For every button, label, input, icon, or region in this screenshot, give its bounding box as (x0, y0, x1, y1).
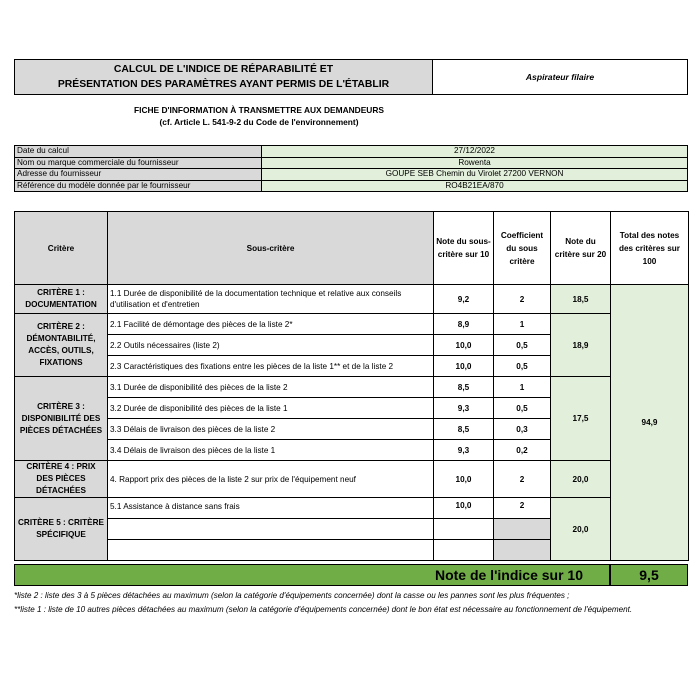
info-row (15, 146, 688, 158)
note-3-4: 9,3 (434, 440, 494, 461)
criterion-3: CRITÈRE 3 : DISPONIBILITÉ DES PIÈCES DÉTACHÉES (15, 377, 108, 461)
coef-2-1: 1 (494, 314, 551, 335)
info-label: Nom ou marque commerciale du fournisseur (15, 157, 262, 169)
note-5-1: 10,0 (434, 498, 494, 519)
table-header-row (15, 212, 689, 285)
info-row (15, 169, 688, 181)
coef-3-2: 0,5 (494, 398, 551, 419)
empty-cell (434, 540, 494, 561)
note20-c1: 18,5 (551, 285, 611, 314)
final-score-value: 9,5 (610, 564, 688, 586)
title-line-1: CALCUL DE L'INDICE DE RÉPARABILITÉ ET (113, 64, 334, 75)
repairability-table (14, 211, 689, 561)
total-100: 94,9 (611, 285, 689, 561)
info-row (15, 180, 688, 192)
note20-c5: 20,0 (551, 498, 611, 561)
col-note10: Note du sous-critère sur 10 (434, 212, 494, 285)
subcriterion-5-1: 5.1 Assistance à distance sans frais (108, 498, 434, 519)
note-2-3: 10,0 (434, 356, 494, 377)
table-row (15, 285, 689, 314)
subcriterion-3-2: 3.2 Durée de disponibilité des pièces de la liste 1 (108, 398, 434, 419)
note-4: 10,0 (434, 461, 494, 498)
coef-2-3: 0,5 (494, 356, 551, 377)
footnote-liste-1: **liste 1 : liste de 10 autres pièces détachées au maximum (selon la catégorie d'équipements concernée) dont le bon état est nécessaire au fonctionnement de l'équipement. (14, 605, 633, 614)
subcriterion-3-1: 3.1 Durée de disponibilité des pièces de la liste 2 (108, 377, 434, 398)
info-row (15, 157, 688, 169)
note-3-1: 8,5 (434, 377, 494, 398)
empty-cell (108, 519, 434, 540)
table-row (15, 377, 689, 398)
info-value: Rowenta (262, 157, 688, 169)
note20-c4: 20,0 (551, 461, 611, 498)
criterion-2: CRITÈRE 2 : DÉMONTABILITÉ, ACCÈS, OUTILS, FIXATIONS (15, 314, 108, 377)
coef-1-1: 2 (494, 285, 551, 314)
table-row (15, 498, 689, 519)
final-score-label: Note de l'indice sur 10 (14, 564, 610, 586)
empty-cell (434, 519, 494, 540)
col-critere: Critère (15, 212, 108, 285)
subcriterion-3-4: 3.4 Délais de livraison des pièces de la liste 1 (108, 440, 434, 461)
empty-cell (494, 519, 551, 540)
subcriterion-2-1: 2.1 Facilité de démontage des pièces de la liste 2* (108, 314, 434, 335)
coef-5-1: 2 (494, 498, 551, 519)
note20-c3: 17,5 (551, 377, 611, 461)
table-row (15, 461, 689, 498)
col-total: Total des notes des critères sur 100 (611, 212, 689, 285)
coef-3-4: 0,2 (494, 440, 551, 461)
product-type: Aspirateur filaire (433, 59, 688, 95)
title-line-2: PRÉSENTATION DES PARAMÈTRES AYANT PERMIS DE L'ÉTABLIR (57, 79, 390, 90)
note20-c2: 18,9 (551, 314, 611, 377)
info-label: Référence du modèle donnée par le fournisseur (15, 180, 262, 192)
coef-4: 2 (494, 461, 551, 498)
info-value: 27/12/2022 (262, 146, 688, 158)
subcriterion-2-2: 2.2 Outils nécessaires (liste 2) (108, 335, 434, 356)
col-sous-critere: Sous-critère (108, 212, 434, 285)
info-label: Date du calcul (15, 146, 262, 158)
note-2-2: 10,0 (434, 335, 494, 356)
col-note20: Note du critère sur 20 (551, 212, 611, 285)
note-2-1: 8,9 (434, 314, 494, 335)
info-value: RO4B21EA/870 (262, 180, 688, 192)
fiche-line-2: (cf. Article L. 541-9-2 du Code de l'environnement) (159, 117, 359, 127)
empty-cell (108, 540, 434, 561)
note-3-2: 9,3 (434, 398, 494, 419)
empty-cell (494, 540, 551, 561)
criterion-4: CRITÈRE 4 : PRIX DES PIÈCES DÉTACHÉES (15, 461, 108, 498)
note-3-3: 8,5 (434, 419, 494, 440)
subcriterion-2-3: 2.3 Caractéristiques des fixations entre les pièces de la liste 1** et de la liste 2 (108, 356, 434, 377)
coef-2-2: 0,5 (494, 335, 551, 356)
subcriterion-4: 4. Rapport prix des pièces de la liste 2 sur prix de l'équipement neuf (108, 461, 434, 498)
document-title (14, 59, 433, 95)
criterion-1: CRITÈRE 1 : DOCUMENTATION (15, 285, 108, 314)
coef-3-3: 0,3 (494, 419, 551, 440)
subcriterion-3-3: 3.3 Délais de livraison des pièces de la liste 2 (108, 419, 434, 440)
col-coef: Coefficient du sous critère (494, 212, 551, 285)
subcriterion-1-1: 1.1 Durée de disponibilité de la documentation technique et relative aux conseils d'utilisation et d'entretien (108, 285, 434, 314)
table-row (15, 314, 689, 335)
fiche-heading (14, 104, 504, 128)
info-value: GOUPE SEB Chemin du Virolet 27200 VERNON (262, 169, 688, 181)
criterion-5: CRITÈRE 5 : CRITÈRE SPÉCIFIQUE (15, 498, 108, 561)
supplier-info-table (14, 145, 688, 192)
note-1-1: 9,2 (434, 285, 494, 314)
footnote-liste-2: *liste 2 : liste des 3 à 5 pièces détachées au maximum (selon la catégorie d'équipements concernée) dont la casse ou les pannes sont les plus fréquentes ; (14, 591, 570, 600)
coef-3-1: 1 (494, 377, 551, 398)
fiche-line-1: FICHE D'INFORMATION À TRANSMETTRE AUX DEMANDEURS (134, 105, 384, 115)
info-label: Adresse du fournisseur (15, 169, 262, 181)
